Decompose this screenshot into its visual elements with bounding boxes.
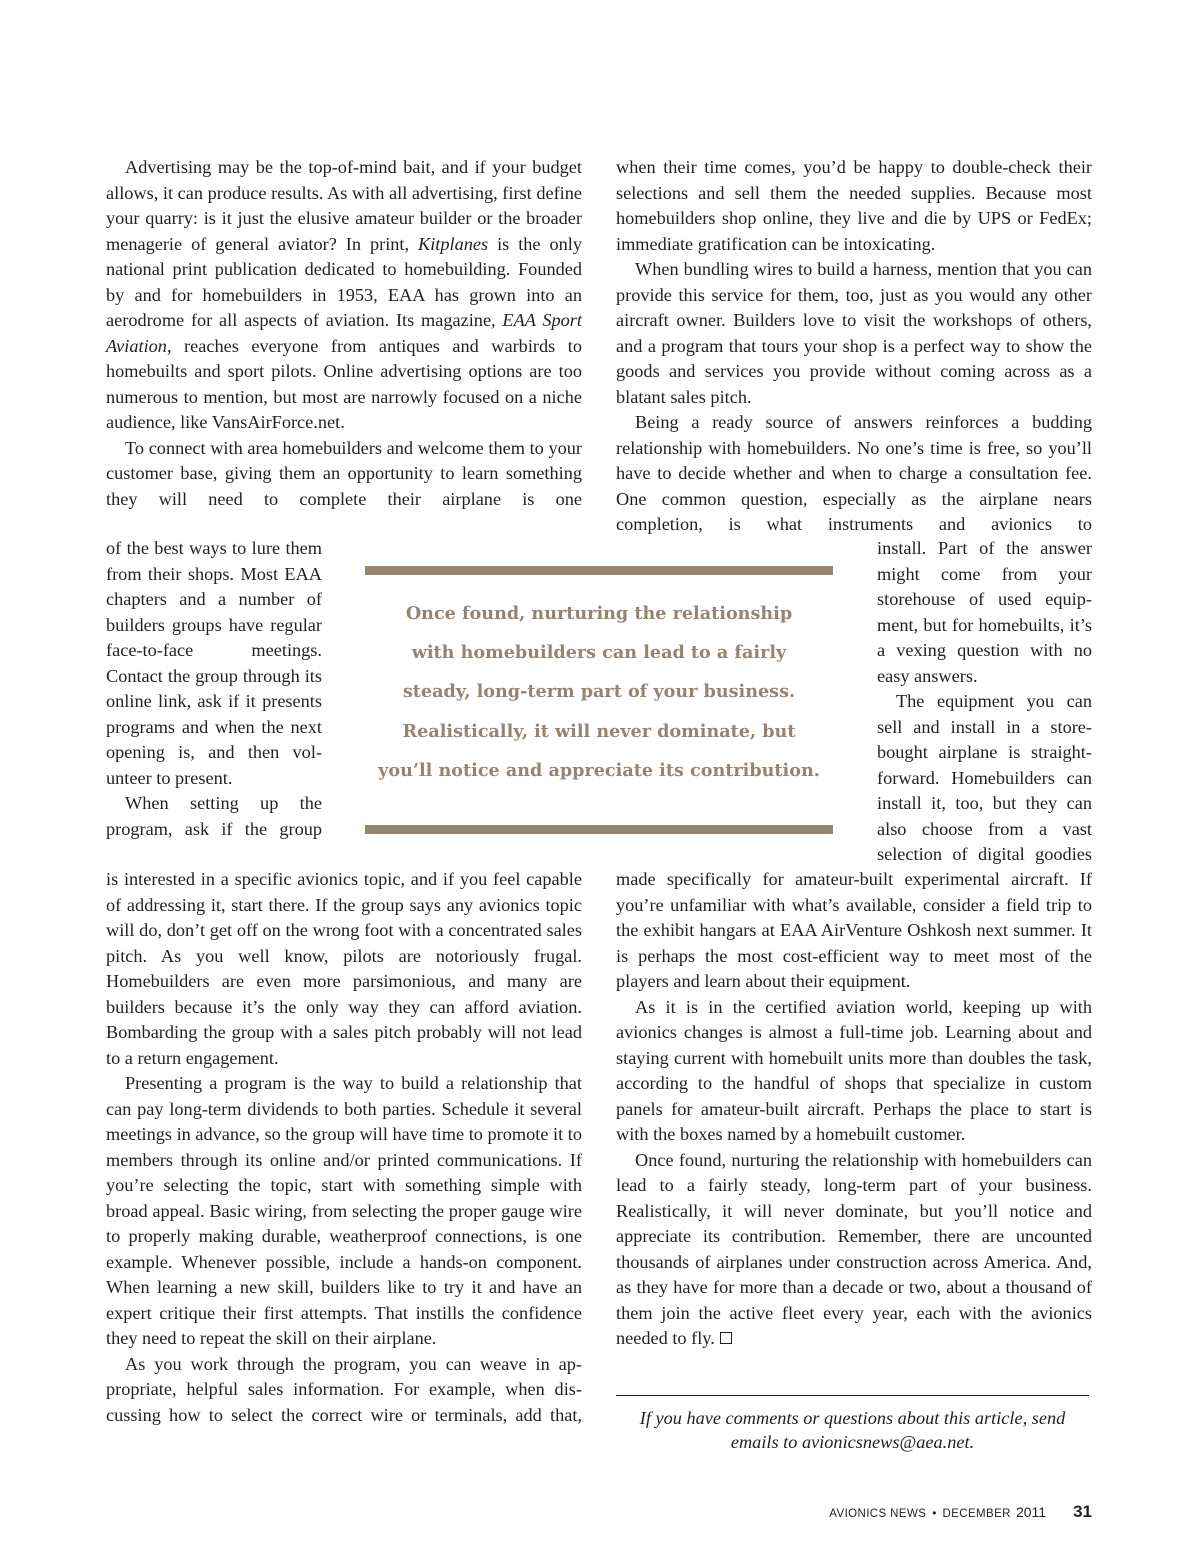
page-footer	[829, 1498, 1092, 1528]
article-signoff: If you have comments or questions about this article, send emails to avionicsnews@aea.net.	[639, 1408, 1066, 1452]
article-column-left-bottom	[106, 867, 582, 1428]
article-column-right-bottom	[616, 867, 1092, 1352]
paragraph-bundling: When bundling wires to build a harness, mention that you can provide this service for them, too, just as you would any other aircraft owner. Builders love to visit the workshops of others, and a program that tours your shop is a perfect way to show the goods and services you provide without coming across as a blatant sales pitch.	[616, 259, 1092, 407]
paragraph-sales-info: As you work through the program, you can weave in appropriate, helpful sales information. For example, when discussing how to select the correct wire or terminals, add that,	[106, 1353, 582, 1425]
pull-quote-line: Once found, nurturing the relationship	[405, 603, 793, 624]
footer-separator: •	[932, 1506, 937, 1520]
paragraph-setting-up: When setting up the program, ask if the group	[106, 793, 322, 839]
kitplanes-title: Kitplanes	[418, 233, 489, 254]
article-column-right-top	[616, 155, 1092, 538]
pull-quote-line: you’ll notice and appreciate its contribution.	[378, 759, 820, 781]
signoff-divider	[616, 1395, 1089, 1396]
footer-year: 2011	[1015, 1504, 1047, 1520]
article-wrap-right	[877, 536, 1092, 868]
paragraph-advertising: Advertising may be the top-of-mind bait, and if your budget allows, it can produce results. As with all advertising, first define your quarry: is it just the elusive amateur builder or the broader menagerie of general aviator? In print, Kitplanes is the only national print publication dedicated to homebuilding. Founded by and for homebuilders in 1953, EAA has grown into an aerodrome for all aspects of aviation. Its magazine, EAA Sport Aviation, reaches everyone from antiques and warbirds to homebuilts and sport pilots. Online advertising options are too numerous to mention, but most are narrowly focused on a niche audience, like VansAirForce.net.	[106, 157, 582, 432]
footer-publication: AVIONICS NEWS	[829, 1508, 927, 1520]
article-wrap-left	[106, 536, 322, 842]
paragraph-connect: To connect with area homebuilders and welcome them to your customer base, giving them an opportunity to learn something they will need to complete their airplane is one	[106, 437, 582, 509]
pull-quote-line: Realistically, it will never dominate, but	[402, 720, 796, 742]
footer-month: DECEMBER	[942, 1508, 1011, 1520]
paragraph-equipment-continued: made specifically for amateur-built experimental aircraft. If you’re unfamiliar with what’s available, consider a field trip to the exhibit hangars at EAA AirVenture Oshkosh next summer. It is perhaps the most cost-efficient way to meet most of the players and learn about their equipment.	[616, 869, 1092, 991]
paragraph-connect-continued: of the best ways to lure them from their shops. Most EAA chapters and a number of builders groups have regular face-to-face meetings. Contact the group through its online link, ask if it presents programs and when the next opening is, and then volunteer to present.	[106, 538, 322, 788]
eaa-sport-aviation-title: EAA Sport Aviation	[106, 310, 582, 356]
pull-quote-bottom-rule	[365, 825, 833, 834]
paragraph-certified-world: As it is in the certified aviation world, keeping up with avionics changes is almost a full-time job. Learning about and staying current with homebuilt units more than doubles the task, according to the handful of shops that specialize in custom panels for amateur-built aircraft. Perhaps the place to start is with the boxes named by a homebuilt customer.	[616, 996, 1092, 1144]
paragraph-once-found: Once found, nurturing the relationship with homebuilders can lead to a fairly steady, long-term part of your business. Realistically, it will never dominate, but you’ll notice and appreciate its contribution. Remember, there are uncounted thousands of airplanes under construction across America. And, as they have for more than a decade or two, about a thousand of them join the active fleet every year, each with the avionics needed to fly.	[616, 1149, 1092, 1348]
page-number: 31	[1073, 1502, 1092, 1521]
paragraph-setting-up-continued: is interested in a specific avionics topic, and if you feel capable of addressing it, start there. If the group says any avionics topic will do, don’t get off on the wrong foot with a concentrated sales pitch. As you well know, pilots are notoriously frugal. Homebuilders are even more parsimonious, and many are builders because it’s the only way they can afford aviation. Bombarding the group with a sales pitch probably will not lead to a return engagement.	[106, 869, 582, 1068]
pull-quote-line: with homebuilders can lead to a fairly	[411, 642, 787, 664]
paragraph-presenting: Presenting a program is the way to build a relationship that can pay long-term dividends to both parties. Schedule it several meetings in advance, so the group will have time to promote it to members through its online and/or printed communications. If you’re selecting the topic, start with something simple with broad appeal. Basic wiring, from selecting the proper gauge wire to properly making durable, weatherproof connections, is one example. Whenever possible, include a hands-on component. When learning a new skill, builders like to try it and have an expert critique their first attempts. That instills the confidence they need to repeat the skill on their airplane.	[106, 1073, 582, 1348]
pull-quote	[365, 594, 833, 790]
paragraph-ready-source: Being a ready source of answers reinforces a budding relationship with homebuilders. No one’s time is free, so you’ll have to decide whether and when to charge a consultation fee. One common question, especially as the airplane nears completion, is what instruments and avionics to	[616, 412, 1092, 534]
article-column-left-top	[106, 155, 582, 512]
end-of-article-box-icon	[720, 1332, 732, 1344]
paragraph-ready-source-continued: install. Part of the answer might come from your storehouse of used equipment, but for homebuilts, it’s a vexing question with no easy answers.	[877, 538, 1092, 686]
pull-quote-top-rule	[365, 566, 833, 575]
paragraph-equipment: The equipment you can sell and install in a store-bought airplane is straightforward. Homebuilders can install it, too, but they can also choose from a vast selection of digital goodies	[877, 691, 1092, 864]
paragraph-sales-info-continued: when their time comes, you’d be happy to double-check their selections and sell them the needed supplies. Because most homebuilders shop online, they live and die by UPS or FedEx; immediate gratification can be intoxicating.	[616, 157, 1092, 254]
pull-quote-line: steady, long-term part of your business.	[402, 681, 796, 703]
